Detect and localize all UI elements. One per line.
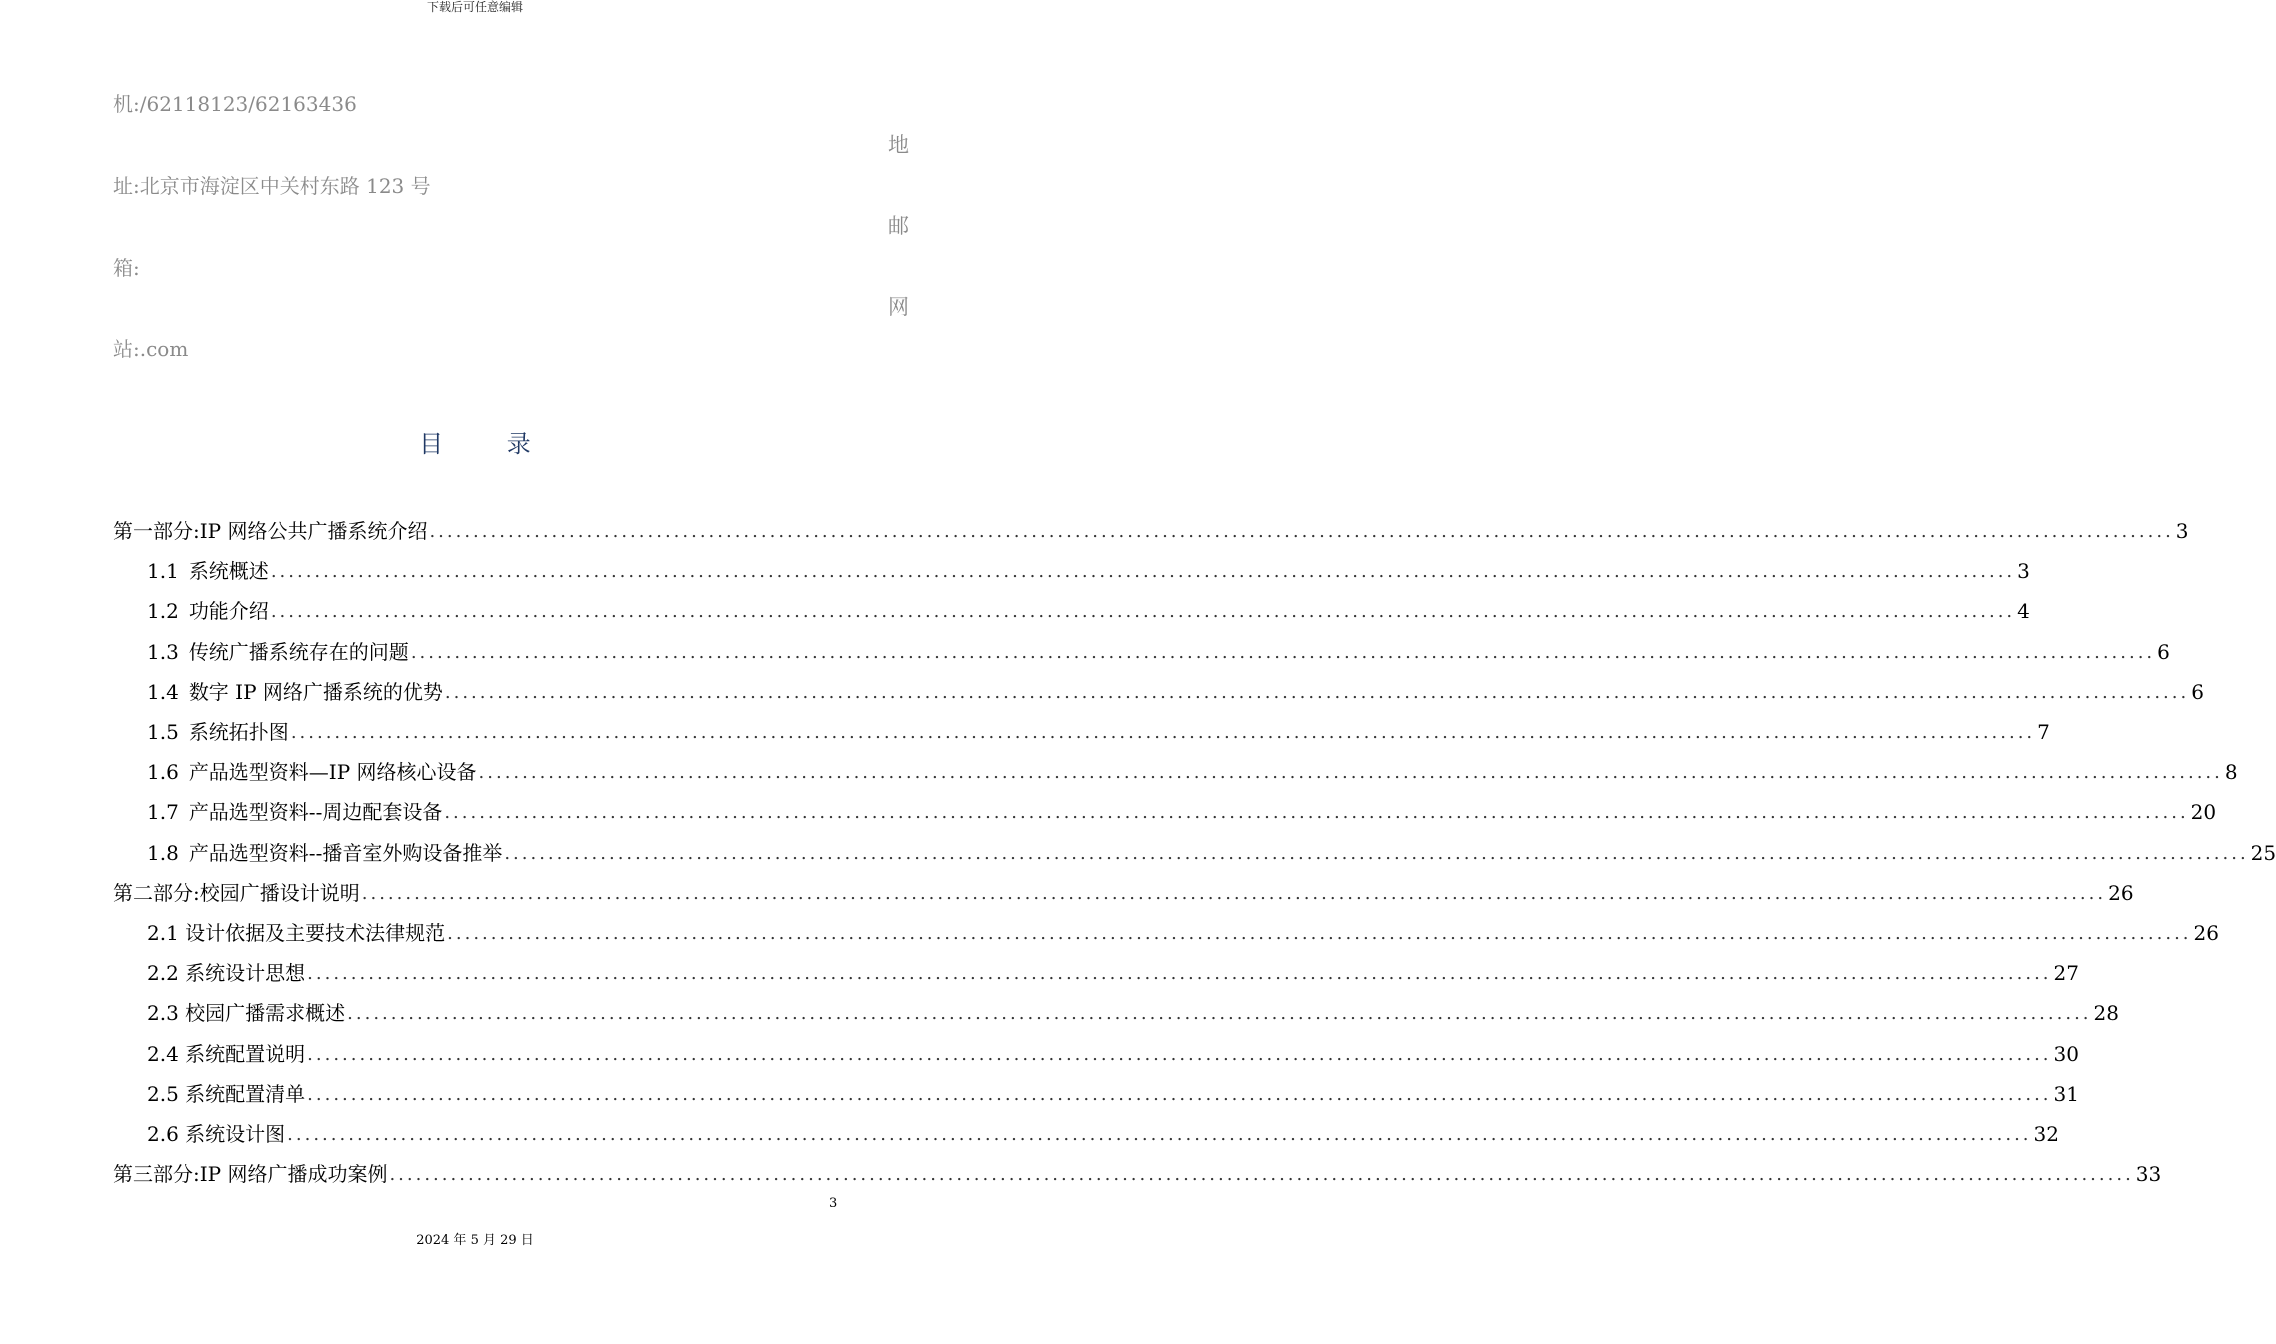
- toc-dot-leader: ........................................................................................................................................................................................................: [389, 1164, 2134, 1186]
- toc-entry-title: 2.5 系统配置清单: [147, 1081, 306, 1106]
- toc-entry-page: 26: [2108, 880, 2134, 905]
- contact-email: 箱:: [113, 256, 140, 280]
- toc-entry-number: 1.6: [147, 760, 179, 785]
- side-char-di: 地: [888, 133, 909, 157]
- toc-entry-title: 产品选型资料—IP 网络核心设备: [188, 760, 477, 785]
- toc-entry[interactable]: [113, 512, 2189, 544]
- toc-entry[interactable]: [147, 834, 2276, 866]
- toc-dot-leader: ........................................................................................................................................................................................................: [347, 1003, 2092, 1025]
- toc-entry-title: 第二部分:校园广播设计说明: [113, 880, 360, 905]
- toc-entry[interactable]: [147, 592, 2030, 624]
- toc-entry[interactable]: [147, 753, 2238, 785]
- toc-entry-page: 32: [2033, 1122, 2059, 1146]
- toc-entry[interactable]: [147, 1035, 2079, 1067]
- toc-entry-page: 31: [2053, 1081, 2079, 1106]
- toc-entry[interactable]: [147, 1115, 2059, 1147]
- toc-dot-leader: ........................................................................................................................................................................................................: [361, 882, 2107, 904]
- toc-entry-title: 2.6 系统设计图: [147, 1122, 286, 1146]
- toc-dot-leader: ........................................................................................................................................................................................................: [307, 963, 2052, 985]
- toc-entry-title: 系统概述: [188, 559, 269, 584]
- toc-entry-number: 1.5: [147, 720, 179, 744]
- toc-entry-number: 1.4: [147, 679, 179, 704]
- toc-entry-number: 1.1: [147, 559, 179, 584]
- toc-entry-page: 25: [2250, 840, 2276, 865]
- contact-phone: 机:/62118123/62163436: [113, 92, 357, 116]
- toc-entry-page: 4: [2017, 599, 2030, 624]
- toc-entry[interactable]: [147, 914, 2219, 946]
- toc-entry-title: 产品选型资料--播音室外购设备推举: [188, 840, 503, 865]
- toc-entry[interactable]: [147, 673, 2204, 705]
- toc-dot-leader: ........................................................................................................................................................................................................: [270, 601, 2016, 623]
- footer-date: 2024 年 5 月 29 日: [416, 1233, 534, 1248]
- toc-dot-leader: ........................................................................................................................................................................................................: [307, 1043, 2052, 1065]
- toc-dot-leader: ........................................................................................................................................................................................................: [287, 1124, 2032, 1145]
- toc-entry-page: 6: [2157, 639, 2170, 664]
- toc-entry-page: 28: [2093, 1001, 2119, 1026]
- toc-title: 目 录: [419, 430, 559, 458]
- toc-entry[interactable]: [113, 1155, 2162, 1187]
- toc-dot-leader: ........................................................................................................................................................................................................: [290, 722, 2036, 743]
- toc-entry[interactable]: [147, 633, 2170, 665]
- toc-entry-title: 功能介绍: [188, 599, 269, 624]
- toc-entry-title: 2.2 系统设计思想: [147, 961, 306, 986]
- toc-entry-page: 3: [2175, 519, 2189, 543]
- toc-entry-number: 1.7: [147, 800, 179, 825]
- toc-entry[interactable]: [113, 874, 2134, 906]
- toc-dot-leader: ........................................................................................................................................................................................................: [429, 521, 2174, 542]
- toc-entry-page: 27: [2053, 961, 2079, 986]
- toc-dot-leader: ........................................................................................................................................................................................................: [444, 681, 2190, 703]
- page-number: 3: [829, 1196, 838, 1211]
- toc-entry-page: 6: [2191, 679, 2204, 704]
- toc-entry-title: 2.3 校园广播需求概述: [147, 1001, 346, 1026]
- toc-entry[interactable]: [147, 1075, 2079, 1107]
- toc-entry-page: 20: [2190, 800, 2217, 825]
- toc-dot-leader: ........................................................................................................................................................................................................: [478, 762, 2223, 784]
- toc-entry-title: 2.1 设计依据及主要技术法律规范: [147, 921, 446, 945]
- toc-entry-page: 8: [2224, 760, 2238, 785]
- toc-entry-title: 第三部分:IP 网络广播成功案例: [113, 1162, 388, 1187]
- toc-entry-title: 系统拓扑图: [188, 720, 289, 744]
- toc-entry[interactable]: [147, 552, 2030, 584]
- toc-entry[interactable]: [147, 994, 2119, 1026]
- toc-dot-leader: ........................................................................................................................................................................................................: [444, 802, 2189, 824]
- toc-entry-title: 数字 IP 网络广播系统的优势: [188, 679, 443, 704]
- toc-entry-page: 3: [2017, 559, 2030, 584]
- toc-entry-number: 1.2: [147, 599, 179, 624]
- contact-website: 站:.com: [113, 337, 189, 361]
- toc-entry-page: 26: [2193, 921, 2219, 945]
- toc-entry-title: 产品选型资料--周边配套设备: [188, 800, 443, 825]
- toc-entry[interactable]: [147, 793, 2217, 825]
- toc-entry-page: 30: [2053, 1041, 2079, 1066]
- toc-dot-leader: ........................................................................................................................................................................................................: [307, 1083, 2052, 1105]
- toc-dot-leader: ........................................................................................................................................................................................................: [447, 923, 2192, 944]
- side-char-wang: 网: [888, 295, 909, 319]
- toc-dot-leader: ........................................................................................................................................................................................................: [270, 561, 2016, 583]
- toc-entry-title: 传统广播系统存在的问题: [188, 639, 409, 664]
- toc-entry-number: 1.8: [147, 840, 179, 865]
- toc-entry-title: 第一部分:IP 网络公共广播系统介绍: [113, 519, 428, 543]
- toc-dot-leader: ........................................................................................................................................................................................................: [504, 842, 2249, 864]
- header-note: 下载后可任意编辑: [426, 0, 523, 14]
- toc-entry-title: 2.4 系统配置说明: [147, 1041, 306, 1066]
- side-char-you: 邮: [888, 214, 909, 238]
- toc-entry-page: 33: [2135, 1162, 2162, 1187]
- toc-entry[interactable]: [147, 954, 2079, 986]
- toc-entry-number: 1.3: [147, 639, 179, 664]
- toc-dot-leader: ........................................................................................................................................................................................................: [410, 641, 2156, 663]
- toc-entry-page: 7: [2037, 720, 2050, 744]
- contact-address: 址:北京市海淀区中关村东路 123 号: [113, 174, 431, 198]
- toc-entry[interactable]: [147, 713, 2050, 745]
